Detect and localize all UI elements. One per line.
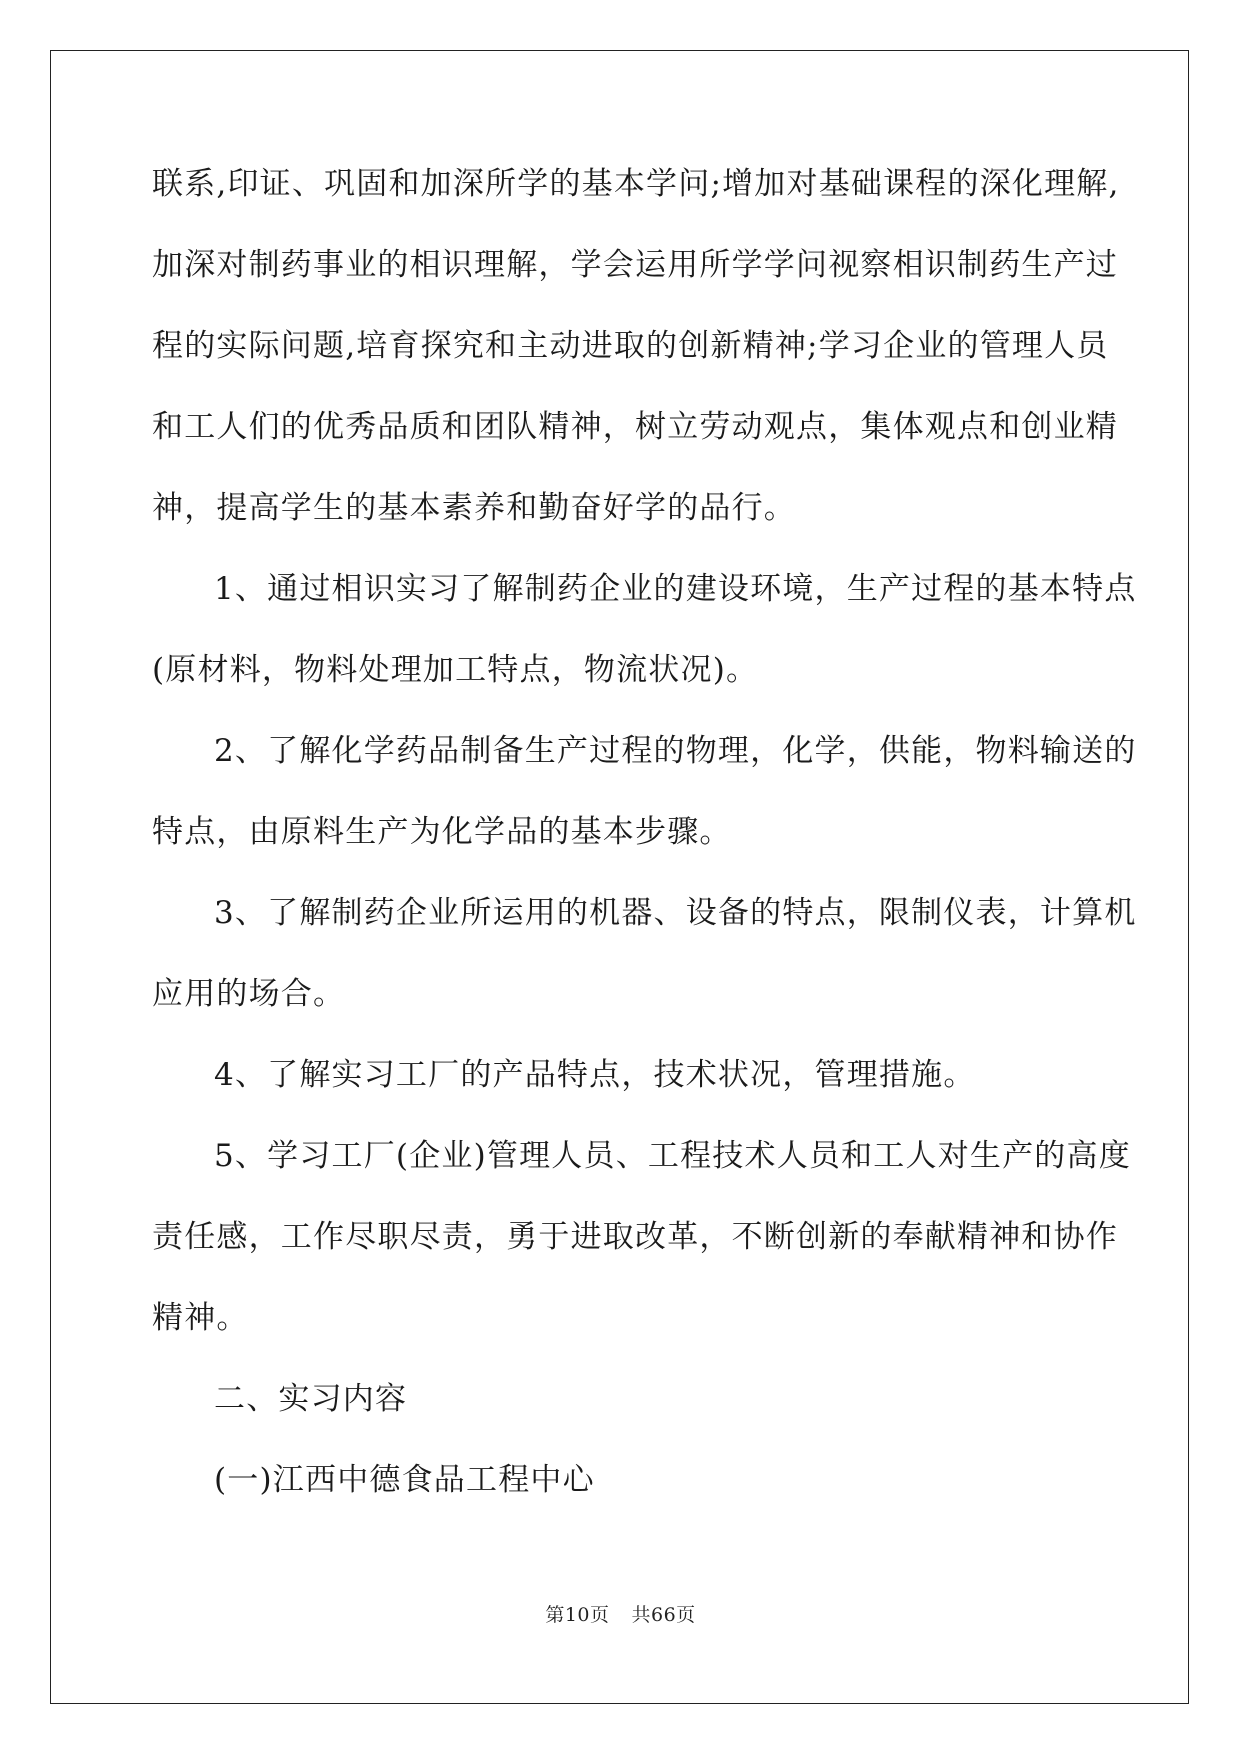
list-item-1: 1、通过相识实习了解制药企业的建设环境，生产过程的基本特点 — [214, 571, 1137, 607]
text-line: 程的实际问题,培育探究和主动进取的创新精神;学习企业的管理人员 — [152, 328, 1109, 364]
page-footer — [0, 1600, 1241, 1627]
section-heading: 二、实习内容 — [214, 1381, 408, 1417]
list-item-3: 3、了解制药企业所运用的机器、设备的特点，限制仪表，计算机 — [214, 895, 1137, 931]
list-item-4: 4、了解实习工厂的产品特点，技术状况，管理措施。 — [214, 1057, 976, 1093]
text-line: 特点，由原料生产为化学品的基本步骤。 — [152, 814, 732, 850]
list-item-2: 2、了解化学药品制备生产过程的物理，化学，供能，物料输送的 — [214, 733, 1137, 769]
text-line: 联系,印证、巩固和加深所学的基本学问;增加对基础课程的深化理解, — [152, 166, 1120, 202]
text-line: 精神。 — [152, 1300, 249, 1336]
text-line: 加深对制药事业的相识理解，学会运用所学学问视察相识制药生产过 — [152, 247, 1118, 283]
text-line: 应用的场合。 — [152, 976, 346, 1012]
list-item-5: 5、学习工厂(企业)管理人员、工程技术人员和工人对生产的高度 — [214, 1138, 1131, 1174]
subsection-heading: (一)江西中德食品工程中心 — [214, 1462, 595, 1498]
page-total: 共66页 — [631, 1604, 696, 1626]
text-line: (原材料，物料处理加工特点，物流状况)。 — [152, 652, 759, 688]
text-line: 神，提高学生的基本素养和勤奋好学的品行。 — [152, 490, 796, 526]
text-line: 和工人们的优秀品质和团队精神，树立劳动观点，集体观点和创业精 — [152, 409, 1118, 445]
text-line: 责任感，工作尽职尽责，勇于进取改革，不断创新的奉献精神和协作 — [152, 1219, 1118, 1255]
document-body — [152, 162, 1137, 1539]
page-number: 第10页 — [545, 1604, 610, 1626]
